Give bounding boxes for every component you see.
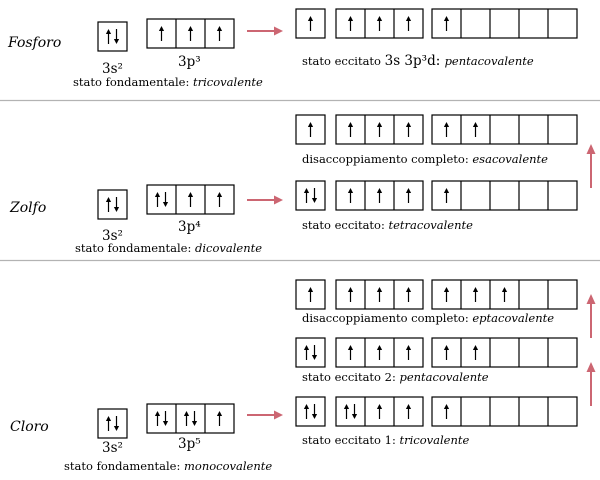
caption-valence: pentacovalente	[399, 370, 489, 384]
element-name-fosforo: Fosforo	[8, 35, 62, 51]
orbital-box	[296, 181, 325, 210]
orbital-group-3d	[432, 9, 577, 38]
excited-state-caption	[302, 311, 554, 325]
caption-valence: monocovalente	[184, 459, 273, 473]
zolfo-ground-state	[75, 185, 262, 255]
ground-state-caption	[73, 75, 263, 89]
orbital-box	[296, 397, 325, 426]
cloro-excited-state-2	[296, 338, 577, 384]
orbital-group-3p	[336, 397, 423, 426]
orbital-label-3p: 3p⁴	[178, 219, 201, 235]
caption-valence: tricovalente	[193, 75, 263, 89]
orbital-group-3s	[296, 9, 325, 38]
orbital-group-3d	[432, 338, 577, 367]
caption-text: stato eccitato:	[302, 218, 389, 232]
orbital-label-3p: 3p³	[178, 54, 201, 70]
orbital-group-3s	[296, 280, 325, 309]
orbital-group-3s	[296, 181, 325, 210]
fosforo-ground-state	[73, 19, 263, 89]
up-arrow-icon	[587, 294, 596, 338]
orbital-box	[98, 409, 127, 438]
excited-state-caption	[302, 218, 473, 232]
orbital-box	[432, 115, 577, 144]
transition-arrow-icon	[247, 196, 283, 205]
caption-text: stato fondamentale:	[75, 241, 195, 255]
element-name-cloro: Cloro	[10, 419, 49, 435]
orbital-group-3s	[296, 338, 325, 367]
up-arrow-icon	[587, 362, 596, 406]
orbital-label-3s: 3s²	[102, 228, 123, 244]
fosforo-excited-state	[296, 9, 577, 69]
caption-valence: dicovalente	[195, 241, 263, 255]
caption-text: disaccoppiamento completo:	[302, 311, 473, 325]
caption-valence: tetracovalente	[388, 218, 473, 232]
orbital-label-3s: 3s²	[102, 61, 123, 77]
orbital-box	[296, 338, 325, 367]
orbital-box	[98, 190, 127, 219]
orbital-group-3p	[336, 9, 423, 38]
orbital-group-3p	[336, 280, 423, 309]
excited-state-caption	[302, 370, 489, 384]
cloro-excited-state-1	[296, 397, 577, 447]
orbital-label-3p: 3p⁵	[178, 436, 201, 452]
orbital-box	[432, 181, 577, 210]
orbital-box	[98, 22, 127, 51]
cloro-excited-state-3	[296, 280, 577, 325]
orbital-box	[432, 9, 577, 38]
orbital-group-3p	[147, 404, 234, 433]
caption-valence: eptacovalente	[472, 311, 555, 325]
zolfo-excited-state-1	[296, 181, 577, 232]
orbital-group-3s	[98, 409, 127, 438]
caption-valence: pentacovalente	[444, 54, 534, 68]
caption-valence: esacovalente	[472, 152, 548, 166]
orbital-group-3s	[296, 115, 325, 144]
orbital-group-3s	[98, 22, 127, 51]
excited-state-caption	[302, 433, 470, 447]
transition-arrow-icon	[247, 411, 283, 420]
transition-arrow-icon	[247, 27, 283, 36]
excited-state-caption	[302, 53, 534, 69]
orbital-label-3s: 3s²	[102, 440, 123, 456]
orbital-group-3p	[336, 181, 423, 210]
cloro-ground-state	[64, 404, 272, 473]
orbital-group-3p	[336, 338, 423, 367]
orbital-box	[432, 397, 577, 426]
zolfo-excited-state-2	[296, 115, 577, 166]
orbital-box	[432, 338, 577, 367]
orbital-group-3s	[98, 190, 127, 219]
orbital-group-3d	[432, 115, 577, 144]
orbital-box	[147, 404, 234, 433]
up-arrow-icon	[587, 144, 596, 188]
caption-text: stato fondamentale:	[73, 75, 193, 89]
orbital-group-3s	[296, 397, 325, 426]
caption-text: disaccoppiamento completo:	[302, 152, 473, 166]
orbital-group-3p	[336, 115, 423, 144]
orbital-group-3p	[147, 19, 234, 48]
caption-text: stato fondamentale:	[64, 459, 184, 473]
caption-text: stato eccitato	[302, 54, 385, 68]
caption-text: stato eccitato 2:	[302, 370, 400, 384]
element-name-zolfo: Zolfo	[10, 200, 47, 216]
ground-state-caption	[75, 241, 262, 255]
orbital-group-3d	[432, 181, 577, 210]
orbital-group-3d	[432, 280, 577, 309]
caption-text: stato eccitato 1:	[302, 433, 400, 447]
orbital-group-3p	[147, 185, 234, 214]
caption-valence: tricovalente	[399, 433, 470, 447]
excited-state-caption	[302, 152, 548, 166]
orbital-group-3d	[432, 397, 577, 426]
ground-state-caption	[64, 459, 272, 473]
caption-configuration: 3s 3p³d:	[384, 53, 445, 69]
